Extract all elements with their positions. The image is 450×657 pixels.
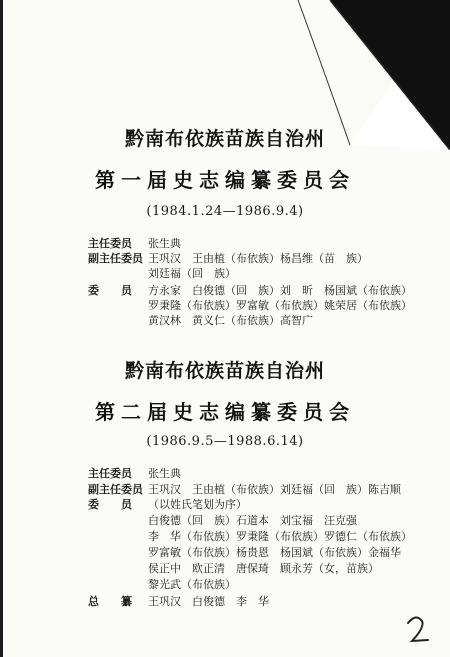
board1-vice-line-2: 刘廷福（回 族） xyxy=(148,267,236,280)
board2-members-line-1: 白俊德（回 族）石道本 刘宝福 汪克强 xyxy=(148,514,357,527)
board1-members-line-1: 方永家 白俊德（回 族）刘 昕 杨国斌（布依族） xyxy=(148,284,412,297)
board2-dates: (1986.9.5—1988.6.14) xyxy=(146,434,304,449)
board1-region-title: 黔南布依族苗族自治州 xyxy=(124,128,325,150)
board1-chair: 张生典 xyxy=(148,237,181,250)
board1-vice-line-1: 王巩汉 王由植（布依族）杨昌维（苗 族） xyxy=(148,252,368,265)
board2-region-title: 黔南布依族苗族自治州 xyxy=(124,360,325,382)
board1-members-role: 委员 xyxy=(88,284,154,297)
board2-members-line-4: 侯正中 欧正清 唐保琦 顾永芳（女，苗族） xyxy=(148,562,379,575)
board1-members-line-3: 黄汉林 黄义仁（布依族）高智广 xyxy=(148,314,313,327)
board2-editors: 王巩汉 白俊德 李 华 xyxy=(148,595,269,608)
board1-name-title: 第一届史志编纂委员会 xyxy=(95,168,355,192)
board2-chair: 张生典 xyxy=(148,467,181,480)
board2-members-role: 委员 xyxy=(88,498,154,511)
board1-vice-role: 副主任委员 xyxy=(88,252,143,265)
board2-chair-role: 主任委员 xyxy=(88,467,132,480)
board1-dates: (1984.1.24—1986.9.4) xyxy=(146,204,304,219)
board2-members-line-2: 李 华（布依族）罗秉隆（布依族）罗德仁（布依族） xyxy=(148,530,412,543)
page-edge-shadow xyxy=(0,0,3,657)
board2-vice-line-1: 王巩汉 王由植（布依族）刘廷福（回 族）陈吉顺 xyxy=(148,483,401,496)
board2-editor-role: 总纂 xyxy=(88,595,154,608)
board2-members-line-3: 罗富敏（布依族）杨贵恩 杨国斌（布依族）金福华 xyxy=(148,546,401,559)
board1-chair-role: 主任委员 xyxy=(88,237,132,250)
board2-name-title: 第二届史志编纂委员会 xyxy=(95,400,355,424)
board2-members-note: （以姓氏笔划为序） xyxy=(148,498,247,511)
board1-members-line-2: 罗秉隆（布依族）罗富敏（布依族）姚荣居（布依族） xyxy=(148,299,412,312)
handwritten-page-number xyxy=(400,611,436,647)
board2-vice-role: 副主任委员 xyxy=(88,483,143,496)
board2-members-line-5: 黎光武（布依族） xyxy=(148,578,236,591)
